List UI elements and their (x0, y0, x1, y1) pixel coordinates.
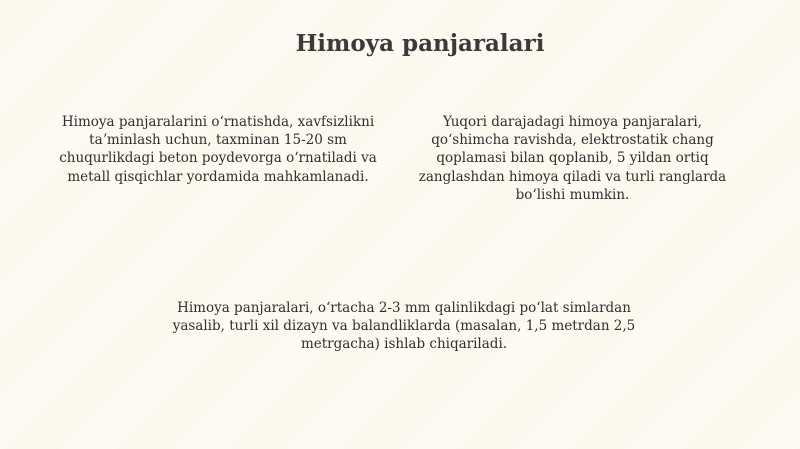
paragraph-installation: Himoya panjaralarini oʻrnatishda, xavfsizlikni taʼminlash uchun, taxminan 15-20 sm chuqurlikdagi beton poydevorga oʻrnatiladi va metall qisqichlar yordamida mahkamlanadi. (59, 114, 377, 185)
slide-title: Himoya panjaralari (295, 30, 545, 57)
paragraph-materials: Himoya panjaralari, oʻrtacha 2-3 mm qalinlikdagi poʻlat simlardan yasalib, turli xil dizayn va balandliklarda (masalan, 1,5 metrdan 2,5 metrgacha) ishlab chiqariladi. (172, 300, 636, 353)
paragraph-coating: Yuqori darajadagi himoya panjaralari, qoʻshimcha ravishda, elektrostatik chang qoplamasi bilan qoplanib, 5 yildan ortiq zanglashdan himoya qiladi va turli ranglarda boʻlishi mumkin. (418, 114, 727, 203)
